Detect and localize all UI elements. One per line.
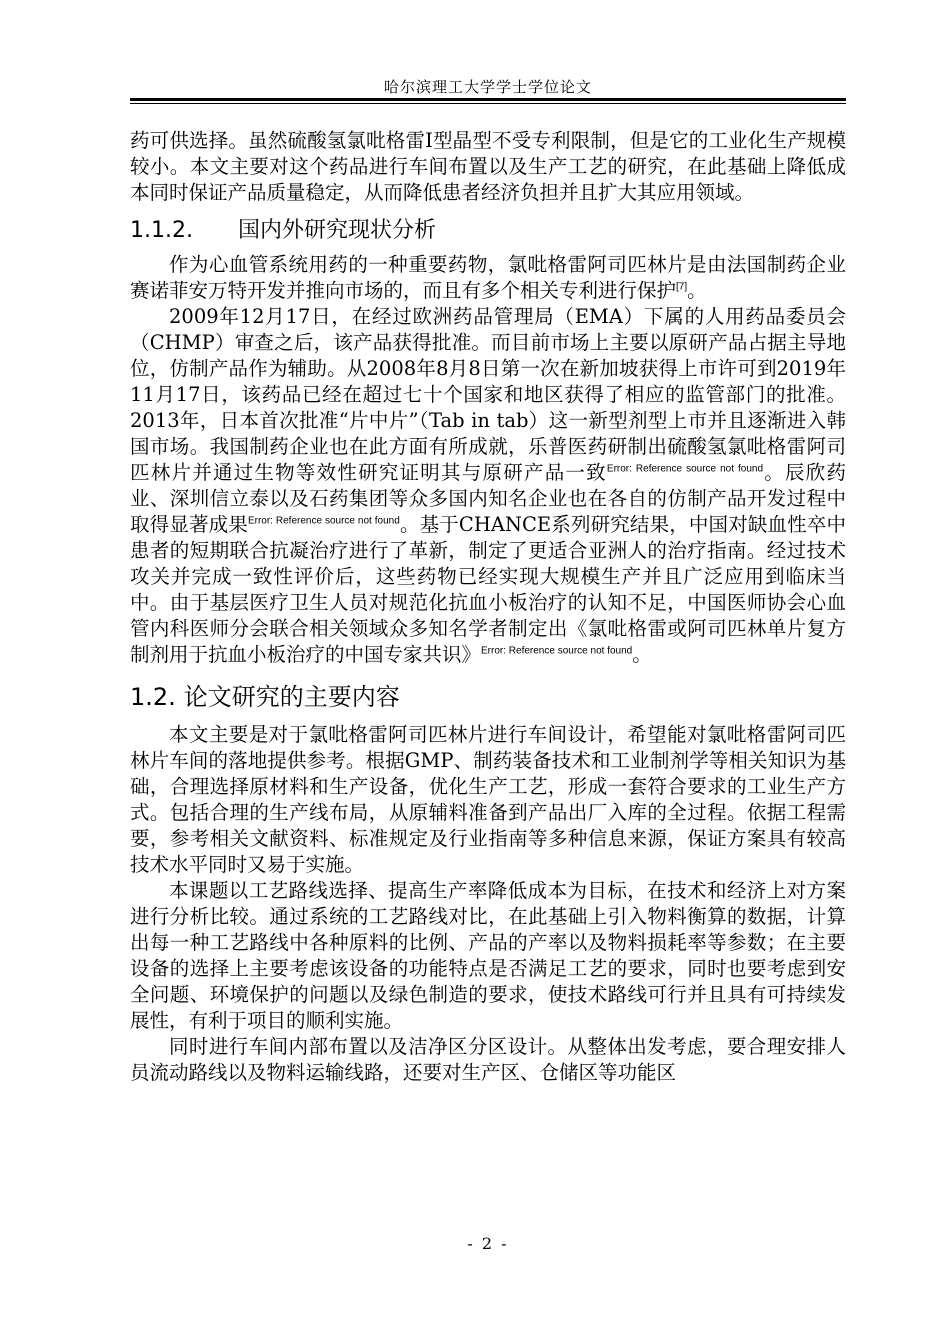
- citation-ref: [7]: [676, 281, 688, 293]
- page-number: - 2 -: [467, 1234, 509, 1253]
- paragraph-text: 2009年12月17日，在经过欧洲药品管理局（EMA）下属的人用药品委员会（CHMP）审查之后，该产品获得批准。而目前市场上主要以原研产品占据主导地位，仿制产品作为辅助。从2008年8月8日第一次在新加坡获得上市许可到2019年11月17日，该药品已经在超过七十个国家和地区获得了相应的监管部门的批准。2013年，日本首次批准“片中片”（Tab in tab）这一新型剂型上市并且逐渐进入韩国市场。我国制药企业也在此方面有所成就，乐普医药研制出硫酸氢氯吡格雷阿司匹林片并通过生物等效性研究证明其与原研产品一致: [130, 305, 846, 484]
- paragraph-tail: 。: [687, 279, 707, 302]
- paragraph-text: 。基于CHANCE系列研究结果，中国对缺血性卒中患者的短期联合抗凝治疗进行了革新，制定了更适合亚洲人的治疗指南。经过技术攻关并完成一致性评价后，这些药物已经实现大规模生产并且广泛应用到临床当中。由于基层医疗卫生人员对规范化抗血小板治疗的认知不足，中国医师协会心血管内科医师分会联合相关领域众多知名学者制定出《氯吡格雷或阿司匹林单片复方制剂用于抗血小板治疗的中国专家共识》: [130, 513, 846, 666]
- section-number: 1.2.: [130, 683, 176, 711]
- section-title: 论文研究的主要内容: [183, 683, 400, 711]
- paragraph-tail: 。: [632, 643, 652, 666]
- subsection-number: 1.1.2.: [130, 218, 193, 243]
- paragraph-layout-design: 同时进行车间内部布置以及洁净区分区设计。从整体出发考虑，要合理安排人员流动路线以及物料运输线路，还要对生产区、仓储区等功能区: [130, 1035, 846, 1084]
- subsection-heading-1-1-2: [130, 214, 846, 248]
- subsection-title: 国内外研究现状分析: [238, 218, 437, 243]
- running-header: 哈尔滨理工大学学士学位论文: [383, 78, 592, 96]
- paragraph-design-goal: 本文主要是对于氯吡格雷阿司匹林片进行车间设计，希望能对氯吡格雷阿司匹林片车间的落地提供参考。根据GMP、制药装备技术和工业制剂学等相关知识为基础，合理选择原材料和生产设备，优化生产工艺，形成一套符合要求的工业生产方式。包括合理的生产线布局，从原辅料准备到产品出厂入库的全过程。依据工程需要，参考相关文献资料、标准规定及行业指南等多种信息来源，保证方案具有较高技术水平同时又易于实施。: [130, 723, 846, 876]
- header-rule-thin: [130, 103, 846, 104]
- paragraph-text: 作为心血管系统用药的一种重要药物，氯吡格雷阿司匹林片是由法国制药企业赛诺菲安万特开发并推向市场的，而且有多个相关专利进行保护: [130, 253, 846, 302]
- paragraph-patent: [130, 252, 846, 304]
- paragraph-process-route: 本课题以工艺路线选择、提高生产率降低成本为目标，在技术和经济上对方案进行分析比较。通过系统的工艺路线对比，在此基础上引入物料衡算的数据，计算出每一种工艺路线中各种原料的比例、产品的产率以及物料损耗率等参数；在主要设备的选择上主要考虑该设备的功能特点是否满足工艺的要求，同时也要考虑到安全问题、环境保护的问题以及绿色制造的要求，使技术路线可行并且具有可持续发展性，有利于项目的顺利实施。: [130, 879, 846, 1032]
- section-heading-1-2: [130, 678, 846, 716]
- header-rule-thick: [130, 98, 846, 101]
- paragraph-approval-history: [130, 304, 846, 668]
- citation-error-ref: Error: Reference source not found: [606, 463, 764, 475]
- citation-error-ref: Error: Reference source not found: [247, 515, 400, 527]
- body-content: [130, 128, 846, 1086]
- paragraph-continued: 药可供选择。虽然硫酸氢氯吡格雷Ⅰ型晶型不受专利限制，但是它的工业化生产规模较小。本文主要对这个药品进行车间布置以及生产工艺的研究，在此基础上降低成本同时保证产品质量稳定，从而降低患者经济负担并且扩大其应用领域。: [130, 129, 846, 204]
- citation-error-ref: Error: Reference source not found: [481, 645, 633, 657]
- paragraph-text: 。辰欣药业、深圳信立泰以及石药集团等众多国内知名企业也在各自的仿制产品开发过程中取得显著成果: [130, 461, 846, 536]
